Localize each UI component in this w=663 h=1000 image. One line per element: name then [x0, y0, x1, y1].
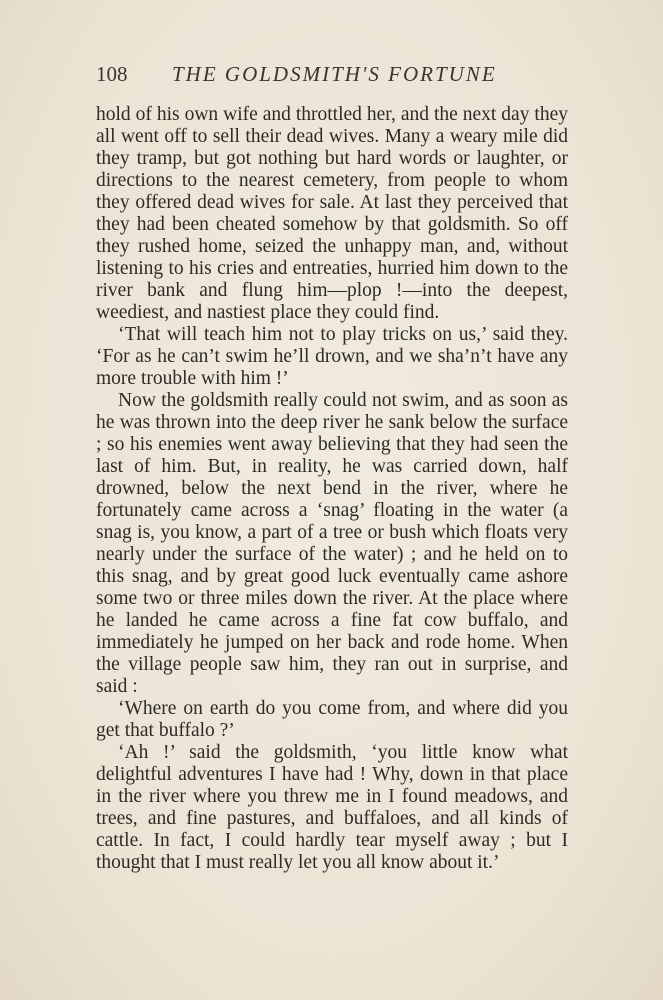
running-head	[96, 62, 506, 92]
running-title: THE GOLDSMITH'S FORTUNE	[172, 62, 497, 86]
paragraph: ‘Where on earth do you come from, and where did you get that buffalo ?’	[96, 698, 568, 741]
page-number: 108	[96, 62, 128, 86]
body-text	[96, 104, 568, 874]
paragraph: ‘That will teach him not to play tricks on us,’ said they. ‘For as he can’t swim he’ll drown, and we sha’n’t have any more trouble with him !’	[96, 324, 568, 389]
paragraph: Now the goldsmith really could not swim, and as soon as he was thrown into the deep river he sank below the surface ; so his enemies went away believing that they had seen the last of him. But, in reality, he was carried down, half drowned, below the next bend in the river, where he fortunately came across a ‘snag’ floating in the water (a snag is, you know, a part of a tree or bush which floats very nearly under the surface of the water) ; and he held on to this snag, and by great good luck eventually came ashore some two or three miles down the river. At the place where he landed he came across a fine fat cow buffalo, and immediately he jumped on her back and rode home. When the village people saw him, they ran out in surprise, and said :	[96, 390, 568, 697]
paragraph: ‘Ah !’ said the goldsmith, ‘you little know what delightful adventures I have had ! Why, down in that place in the river where you threw me in I found meadows, and trees, and fine pastures, and buffaloes, and all kinds of cattle. In fact, I could hardly tear myself away ; but I thought that I must really let you all know about it.’	[96, 742, 568, 873]
paragraph: hold of his own wife and throttled her, and the next day they all went off to sell their dead wives. Many a weary mile did they tramp, but got nothing but hard words or laughter, or directions to the nearest cemetery, from people to whom they offered dead wives for sale. At last they perceived that they had been cheated somehow by that goldsmith. So off they rushed home, seized the unhappy man, and, without listening to his cries and entreaties, hurried him down to the river bank and flung him—plop !—into the deepest, weediest, and nastiest place they could find.	[96, 104, 568, 323]
